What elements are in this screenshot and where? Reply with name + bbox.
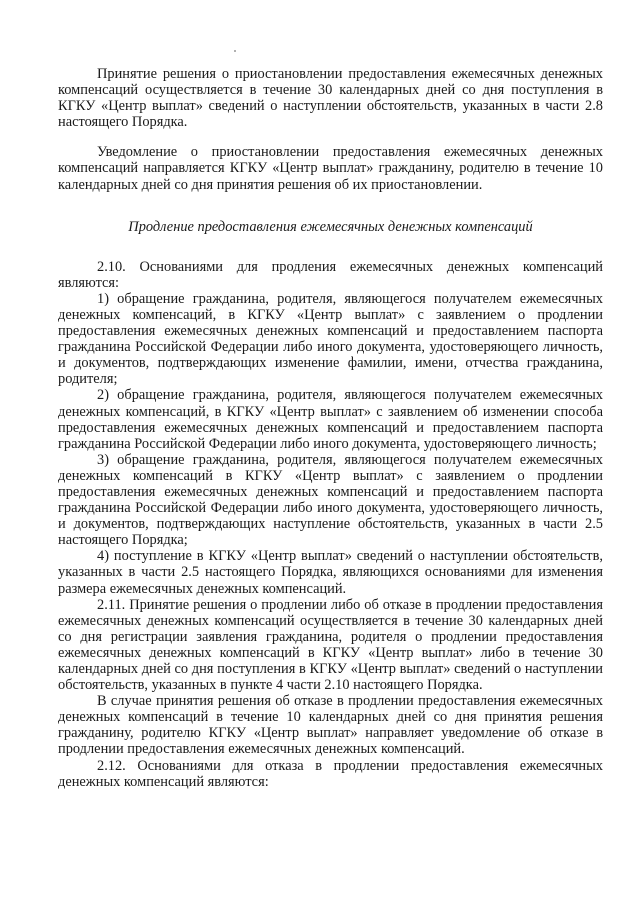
list-item-3: 3) обращение гражданина, родителя, являющегося получателем ежемесячных денежных компенсаций в КГКУ «Центр выплат» с заявлением о продлении предоставления ежемесячных денежных компенсаций и предоставлением паспорта гражданина Российской Федерации либо иного документа, удостоверяющего личность, и документов, подтверждающих наступление обстоятельств, указанных в части 2.5 настоящего Порядка; bbox=[58, 451, 603, 549]
paragraph-2-11: 2.11. Принятие решения о продлении либо об отказе в продлении предоставления ежемесячных денежных компенсаций осуществляется в течение 30 календарных дней со дня регистрации заявления гражданина, родителя о продлении предоставления ежемесячных денежных компенсаций в КГКУ «Центр выплат» либо в течение 30 календарных дней со дня поступления в КГКУ «Центр выплат» сведений о наступлении обстоятельств, указанных в пункте 4 части 2.10 настоящего Порядка. bbox=[58, 596, 603, 694]
list-item-1: 1) обращение гражданина, родителя, являющегося получателем ежемесячных денежных компенсаций, в КГКУ «Центр выплат» с заявлением о продлении предоставления ежемесячных денежных компенсаций и предоставлением паспорта гражданина Российской Федерации либо иного документа, удостоверяющего личность, и документов, подтверждающих изменение фамилии, имени, отчества гражданина, родителя; bbox=[58, 290, 603, 388]
section-heading: Продление предоставления ежемесячных денежных компенсаций bbox=[128, 218, 533, 235]
paragraph-suspension-notice: Уведомление о приостановлении предоставления ежемесячных денежных компенсаций направляется КГКУ «Центр выплат» гражданину, родителю в течение 10 календарных дней со дня принятия решения об их приостановлении. bbox=[58, 144, 603, 193]
list-item-4: 4) поступление в КГКУ «Центр выплат» сведений о наступлении обстоятельств, указанных в части 2.5 настоящего Порядка, являющихся основаниями для изменения размера ежемесячных денежных компенсаций. bbox=[58, 548, 603, 597]
paragraph-2-12: 2.12. Основаниями для отказа в продлении предоставления ежемесячных денежных компенсаций являются: bbox=[58, 757, 603, 790]
paragraph-suspension-decision: Принятие решения о приостановлении предоставления ежемесячных денежных компенсаций осуществляется в течение 30 календарных дней со дня поступления в КГКУ «Центр выплат» сведений о наступлении обстоятельств, указанных в части 2.8 настоящего Порядка. bbox=[58, 66, 603, 131]
scan-artifact bbox=[234, 50, 236, 52]
paragraph-refusal-notice: В случае принятия решения об отказе в продлении предоставления ежемесячных денежных компенсаций в течение 10 календарных дней со дня принятия решения гражданину, родителю КГКУ «Центр выплат» направляет уведомление об отказе в продлении предоставления ежемесячных денежных компенсаций. bbox=[58, 693, 603, 758]
paragraph-2-10: 2.10. Основаниями для продления ежемесячных денежных компенсаций являются: bbox=[58, 258, 603, 291]
list-item-2: 2) обращение гражданина, родителя, являющегося получателем ежемесячных денежных компенсаций, в КГКУ «Центр выплат» с заявлением об изменении способа предоставления ежемесячных денежных компенсаций и предоставлением паспорта гражданина Российской Федерации либо иного документа, удостоверяющего личность; bbox=[58, 387, 603, 452]
